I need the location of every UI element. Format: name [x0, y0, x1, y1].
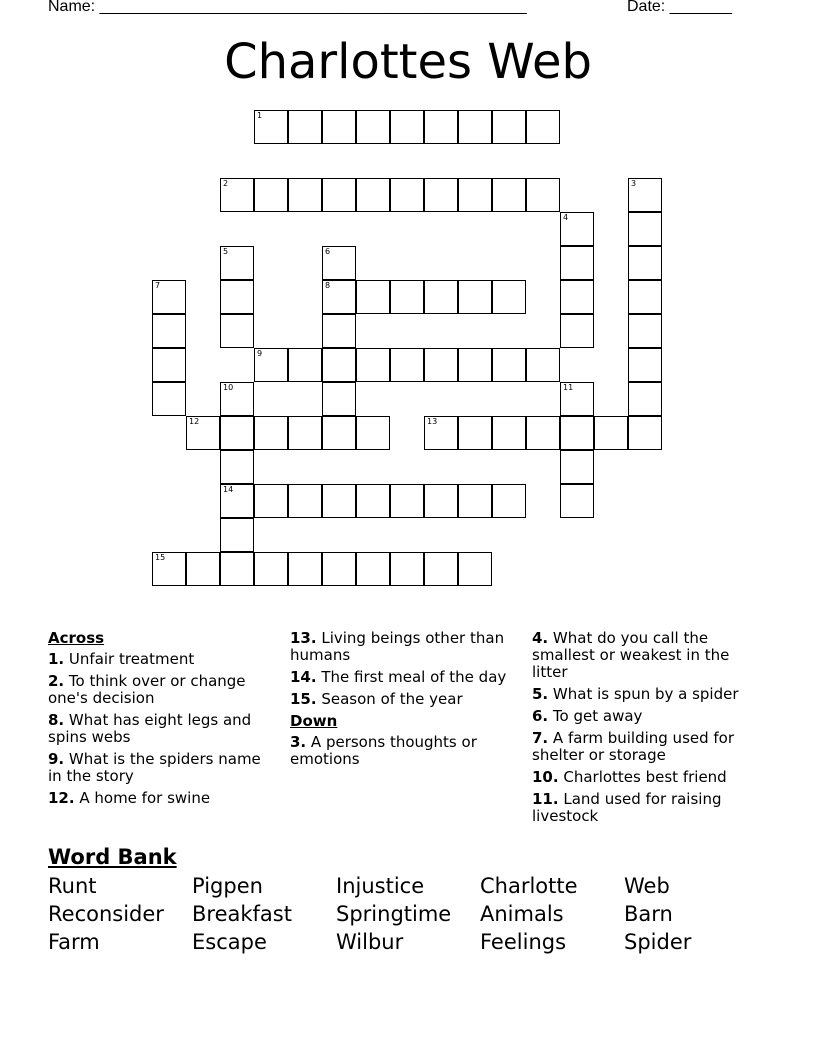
clue-number: 5 [223, 247, 229, 256]
crossword-cell[interactable] [526, 348, 560, 382]
clue-number: 7 [155, 281, 161, 290]
crossword-cell[interactable] [322, 552, 356, 586]
crossword-cell[interactable] [628, 382, 662, 416]
crossword-cell[interactable] [254, 484, 288, 518]
clue-number: 2 [223, 179, 229, 188]
word-bank-item: Web [624, 874, 670, 898]
crossword-cell[interactable] [424, 280, 458, 314]
clue-number: 8 [325, 281, 331, 290]
crossword-cell[interactable] [628, 212, 662, 246]
crossword-cell[interactable] [628, 178, 662, 212]
crossword-cell[interactable] [322, 484, 356, 518]
crossword-cell[interactable] [288, 178, 322, 212]
crossword-cell[interactable] [458, 416, 492, 450]
crossword-cell[interactable] [220, 314, 254, 348]
word-bank-column-4 [480, 872, 578, 956]
crossword-cell[interactable] [458, 552, 492, 586]
crossword-cell[interactable] [560, 212, 594, 246]
crossword-cell[interactable] [560, 484, 594, 518]
clue-number: 4 [563, 213, 569, 222]
clues-column-3 [532, 630, 757, 830]
crossword-cell[interactable] [458, 280, 492, 314]
clue-number: 12 [189, 417, 200, 426]
crossword-cell[interactable] [288, 552, 322, 586]
clue-down-3: 3. A persons thoughts or emotions [290, 733, 477, 768]
crossword-cell[interactable] [288, 348, 322, 382]
word-bank-item: Animals [480, 902, 564, 926]
crossword-cell[interactable] [220, 246, 254, 280]
crossword-cell[interactable] [628, 280, 662, 314]
word-bank-column-2 [192, 872, 292, 956]
clue-number: 13 [427, 417, 438, 426]
down-heading: Down [290, 712, 338, 730]
word-bank-item: Pigpen [192, 874, 263, 898]
crossword-cell[interactable] [526, 110, 560, 144]
crossword-cell[interactable] [560, 246, 594, 280]
clue-down-11: 11. Land used for raising livestock [532, 790, 722, 825]
crossword-cell[interactable] [492, 416, 526, 450]
crossword-cell[interactable] [288, 484, 322, 518]
crossword-cell[interactable] [628, 314, 662, 348]
crossword-cell[interactable] [492, 110, 526, 144]
crossword-cell[interactable] [254, 348, 288, 382]
crossword-cell[interactable] [322, 280, 356, 314]
crossword-cell[interactable] [628, 416, 662, 450]
clues-column-2 [290, 630, 520, 773]
crossword-cell[interactable] [424, 416, 458, 450]
page-title: Charlottes Web [224, 34, 592, 90]
clue-across-13: 13. Living beings other than humans [290, 629, 505, 664]
word-bank-item: Charlotte [480, 874, 578, 898]
crossword-cell[interactable] [322, 246, 356, 280]
crossword-cell[interactable] [424, 110, 458, 144]
crossword-cell[interactable] [628, 348, 662, 382]
clue-across-8: 8. What has eight legs and spins webs [48, 711, 252, 746]
crossword-cell[interactable] [458, 484, 492, 518]
across-heading: Across [48, 629, 105, 647]
crossword-cell[interactable] [152, 280, 186, 314]
crossword-cell[interactable] [526, 178, 560, 212]
crossword-cell[interactable] [254, 552, 288, 586]
crossword-cell[interactable] [560, 280, 594, 314]
word-bank-item: Spider [624, 930, 692, 954]
clue-across-15: 15. Season of the year [290, 690, 463, 708]
crossword-cell[interactable] [220, 450, 254, 484]
crossword-cell[interactable] [356, 552, 390, 586]
crossword-cell[interactable] [492, 484, 526, 518]
crossword-cell[interactable] [220, 552, 254, 586]
crossword-cell[interactable] [424, 348, 458, 382]
word-bank-item: Farm [48, 930, 100, 954]
clue-across-2: 2. To think over or change one's decision [48, 672, 246, 707]
crossword-cell[interactable] [458, 348, 492, 382]
crossword-cell[interactable] [322, 314, 356, 348]
word-bank-item: Reconsider [48, 902, 164, 926]
crossword-cell[interactable] [526, 416, 560, 450]
clue-number: 11 [563, 383, 574, 392]
word-bank-item: Injustice [336, 874, 425, 898]
crossword-cell[interactable] [560, 382, 594, 416]
crossword-cell[interactable] [186, 416, 220, 450]
crossword-cell[interactable] [390, 280, 424, 314]
crossword-cell[interactable] [322, 348, 356, 382]
crossword-cell[interactable] [288, 416, 322, 450]
crossword-cell[interactable] [220, 382, 254, 416]
word-bank-column-1 [48, 872, 164, 956]
crossword-cell[interactable] [560, 450, 594, 484]
crossword-cell[interactable] [254, 416, 288, 450]
crossword-cell[interactable] [560, 314, 594, 348]
word-bank-item: Feelings [480, 930, 567, 954]
crossword-cell[interactable] [220, 518, 254, 552]
crossword-cell[interactable] [254, 110, 288, 144]
crossword-cell[interactable] [322, 178, 356, 212]
crossword-cell[interactable] [254, 178, 288, 212]
crossword-cell[interactable] [220, 484, 254, 518]
crossword-cell[interactable] [152, 314, 186, 348]
crossword-cell[interactable] [356, 110, 390, 144]
crossword-cell[interactable] [424, 484, 458, 518]
clue-number: 15 [155, 553, 166, 562]
crossword-cell[interactable] [390, 552, 424, 586]
clues-column-1 [48, 630, 273, 812]
crossword-cell[interactable] [322, 382, 356, 416]
crossword-cell[interactable] [356, 348, 390, 382]
crossword-cell[interactable] [390, 110, 424, 144]
crossword-cell[interactable] [220, 416, 254, 450]
clue-across-12: 12. A home for swine [48, 789, 211, 807]
clue-number: 3 [631, 179, 637, 188]
crossword-cell[interactable] [560, 416, 594, 450]
crossword-cell[interactable] [322, 416, 356, 450]
crossword-cell[interactable] [356, 178, 390, 212]
word-bank-item: Runt [48, 874, 97, 898]
crossword-cell[interactable] [492, 280, 526, 314]
crossword-cell[interactable] [628, 246, 662, 280]
crossword-cell[interactable] [322, 110, 356, 144]
name-field-label: Name: ________________________________________________ [48, 0, 527, 15]
word-bank-item: Springtime [336, 902, 452, 926]
clue-number: 9 [257, 349, 263, 358]
crossword-cell[interactable] [356, 280, 390, 314]
crossword-cell[interactable] [390, 178, 424, 212]
crossword-cell[interactable] [220, 280, 254, 314]
word-bank-column-3 [336, 872, 451, 956]
crossword-cell[interactable] [594, 416, 628, 450]
clue-across-1: 1. Unfair treatment [48, 650, 195, 668]
clue-number: 6 [325, 247, 331, 256]
crossword-cell[interactable] [288, 110, 322, 144]
crossword-cell[interactable] [152, 348, 186, 382]
crossword-cell[interactable] [492, 178, 526, 212]
clue-down-4: 4. What do you call the smallest or weakest in the litter [532, 629, 730, 681]
crossword-cell[interactable] [390, 484, 424, 518]
word-bank-item: Breakfast [192, 902, 292, 926]
crossword-cell[interactable] [220, 178, 254, 212]
clue-down-7: 7. A farm building used for shelter or storage [532, 729, 735, 764]
clue-across-14: 14. The first meal of the day [290, 668, 507, 686]
clue-number: 14 [223, 485, 234, 494]
word-bank-item: Escape [192, 930, 267, 954]
clue-down-10: 10. Charlottes best friend [532, 768, 727, 786]
crossword-cell[interactable] [356, 416, 390, 450]
crossword-cell[interactable] [458, 110, 492, 144]
crossword-cell[interactable] [458, 178, 492, 212]
crossword-cell[interactable] [186, 552, 220, 586]
clue-number: 1 [257, 111, 263, 120]
clue-down-6: 6. To get away [532, 707, 643, 725]
crossword-cell[interactable] [424, 178, 458, 212]
clue-down-5: 5. What is spun by a spider [532, 685, 739, 703]
crossword-cell[interactable] [152, 382, 186, 416]
crossword-cell[interactable] [492, 348, 526, 382]
word-bank-item: Wilbur [336, 930, 404, 954]
crossword-cell[interactable] [390, 348, 424, 382]
clue-number: 10 [223, 383, 234, 392]
word-bank-item: Barn [624, 902, 673, 926]
crossword-cell[interactable] [152, 552, 186, 586]
clue-across-9: 9. What is the spiders name in the story [48, 750, 261, 785]
word-bank-title: Word Bank [48, 845, 177, 869]
date-field-label: Date: _______ [627, 0, 732, 15]
word-bank-column-5 [624, 872, 691, 956]
crossword-cell[interactable] [356, 484, 390, 518]
crossword-cell[interactable] [424, 552, 458, 586]
